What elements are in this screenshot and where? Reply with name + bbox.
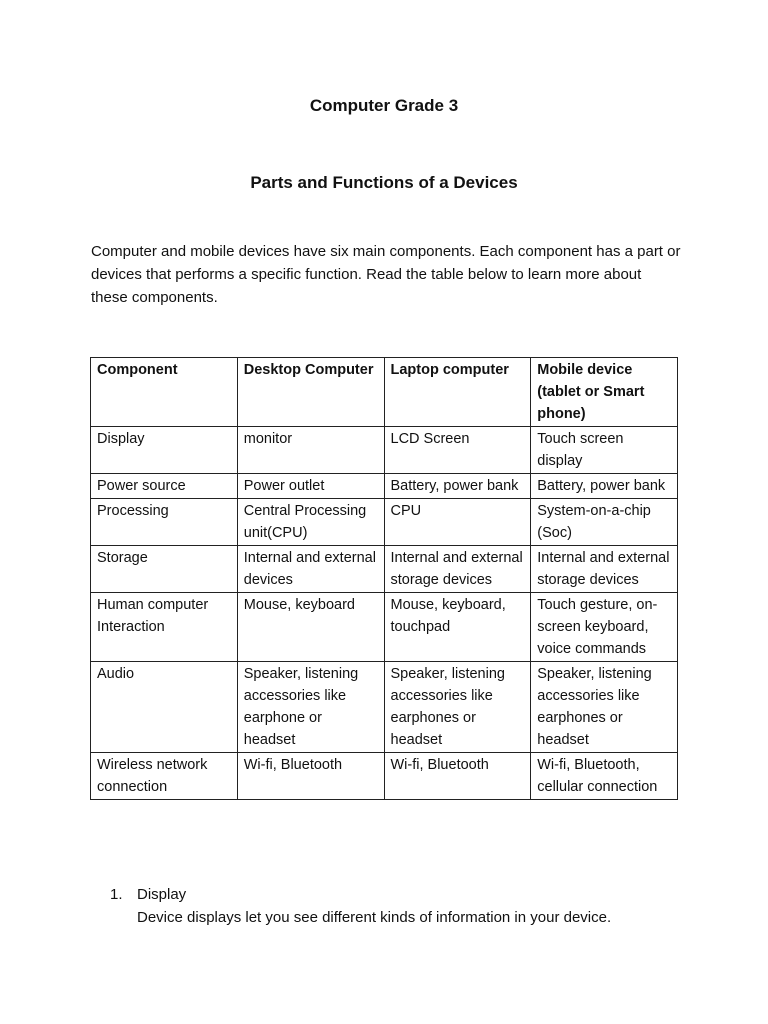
table-cell: Battery, power bank [384,474,531,499]
table-cell: Storage [91,546,238,593]
components-table [90,357,678,800]
table-cell: monitor [237,427,384,474]
list-item [110,883,710,929]
table-row [91,753,678,800]
table-cell: Central Processing unit(CPU) [237,499,384,546]
table-cell: Touch gesture, on-screen keyboard, voice commands [531,593,678,662]
table-cell: Audio [91,662,238,753]
table-cell: Internal and external storage devices [531,546,678,593]
table-header-row [91,358,678,427]
header-desktop: Desktop Computer [237,358,384,427]
table-row [91,474,678,499]
table-cell: CPU [384,499,531,546]
numbered-list [110,883,710,929]
table-cell: Human computer Interaction [91,593,238,662]
table-cell: Power outlet [237,474,384,499]
list-item-heading: Display [137,886,187,903]
list-item-number: 1. [110,886,123,903]
table-cell: Mouse, keyboard [237,593,384,662]
table-cell: Processing [91,499,238,546]
table-cell: Wireless network connection [91,753,238,800]
table-cell: LCD Screen [384,427,531,474]
table-row [91,546,678,593]
table-row [91,662,678,753]
table-cell: Display [91,427,238,474]
table-row [91,427,678,474]
table-cell: Wi-fi, Bluetooth, cellular connection [531,753,678,800]
table-cell: Touch screen display [531,427,678,474]
table-cell: Wi-fi, Bluetooth [384,753,531,800]
table-cell: Speaker, listening accessories like earphones or headset [531,662,678,753]
table-cell: Internal and external storage devices [384,546,531,593]
header-mobile: Mobile device (tablet or Smart phone) [531,358,678,427]
table-cell: Speaker, listening accessories like earphones or headset [384,662,531,753]
table-cell: Wi-fi, Bluetooth [237,753,384,800]
table-row [91,499,678,546]
table-cell: Speaker, listening accessories like earphone or headset [237,662,384,753]
intro-paragraph: Computer and mobile devices have six main components. Each component has a part or devices that performs a specific function. Read the table below to learn more about these components. [91,243,681,306]
header-component: Component [91,358,238,427]
table-cell: Mouse, keyboard, touchpad [384,593,531,662]
header-laptop: Laptop computer [384,358,531,427]
table-cell: Battery, power bank [531,474,678,499]
table-cell: Internal and external devices [237,546,384,593]
table-row [91,593,678,662]
document-title: Computer Grade 3 [309,96,459,115]
table-cell: System-on-a-chip (Soc) [531,499,678,546]
table-cell: Power source [91,474,238,499]
document-subtitle: Parts and Functions of a Devices [250,173,518,192]
list-item-body: Device displays let you see different kinds of information in your device. [137,909,612,926]
